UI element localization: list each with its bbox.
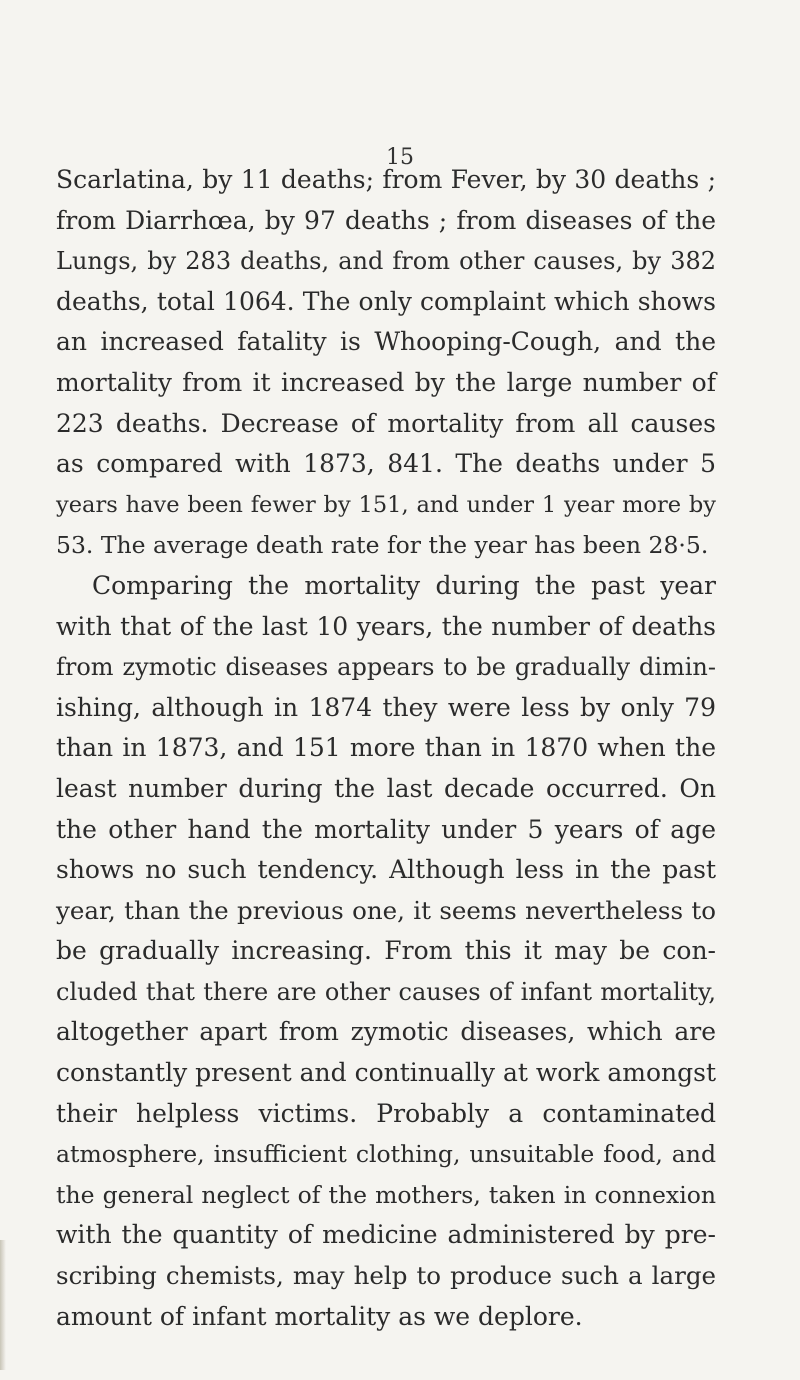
text-line: than in 1873, and 151 more than in 1870 when the (56, 733, 716, 763)
body-text (56, 160, 716, 1337)
page-edge-shadow (0, 1240, 6, 1370)
text-line: from zymotic diseases appears to be gradually dimin- (56, 653, 716, 682)
text-line: shows no such tendency. Although less in the past (56, 855, 716, 885)
text-line: an increased fatality is Whooping-Cough, and the (56, 327, 716, 357)
text-line: with that of the last 10 years, the number of deaths (56, 611, 716, 641)
page-number: 15 (386, 145, 414, 170)
text-line: altogether apart from zymotic diseases, which are (56, 1017, 716, 1047)
text-line: deaths, total 1064. The only complaint which shows (56, 286, 716, 316)
text-line: be gradually increasing. From this it may be con- (56, 936, 716, 966)
text-line: 223 deaths. Decrease of mortality from all causes (56, 408, 716, 438)
text-line: ishing, although in 1874 they were less by only 79 (56, 692, 716, 722)
text-line: scribing chemists, may help to produce such a large (56, 1261, 716, 1291)
text-line: from Diarrhœa, by 97 deaths ; from diseases of the (56, 205, 716, 235)
text-line: 53. The average death rate for the year has been 28·5. (56, 531, 709, 560)
text-line: as compared with 1873, 841. The deaths under 5 (56, 449, 716, 479)
text-line: Lungs, by 283 deaths, and from other causes, by 382 (56, 247, 716, 276)
text-line: with the quantity of medicine administered by pre- (56, 1220, 716, 1250)
text-line: cluded that there are other causes of infant mortality, (56, 977, 716, 1006)
text-line: amount of infant mortality as we deplore. (56, 1301, 583, 1331)
text-line: years have been fewer by 151, and under 1 year more by (56, 491, 716, 518)
text-line: their helpless victims. Probably a contaminated (56, 1098, 716, 1128)
text-line: Comparing the mortality during the past year (92, 570, 716, 600)
text-line: the other hand the mortality under 5 years of age (56, 814, 716, 844)
text-line: year, than the previous one, it seems nevertheless to (56, 895, 716, 925)
text-line: constantly present and continually at work amongst (56, 1058, 716, 1088)
text-line: least number during the last decade occurred. On (56, 773, 716, 803)
text-line: mortality from it increased by the large number of (56, 367, 716, 397)
text-line: the general neglect of the mothers, taken in connexion (56, 1180, 716, 1209)
text-line: Scarlatina, by 11 deaths; from Fever, by 30 deaths ; (56, 165, 716, 194)
text-line: atmosphere, insufficient clothing, unsuitable food, and (56, 1140, 716, 1169)
